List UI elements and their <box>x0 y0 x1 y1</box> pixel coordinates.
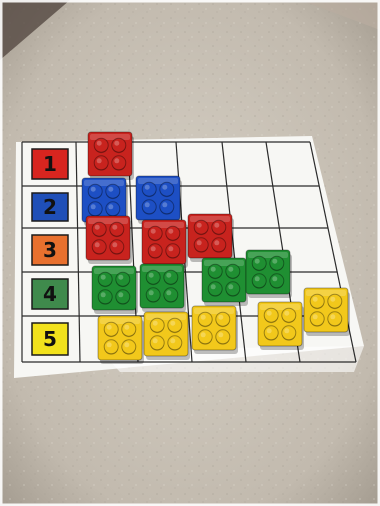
lego-brick-green <box>202 258 248 306</box>
lego-brick-green <box>92 266 138 314</box>
row-label-5 <box>32 323 68 355</box>
row-number: 5 <box>43 327 57 351</box>
lego-brick-yellow <box>304 288 350 336</box>
row-label-2 <box>32 193 68 221</box>
lego-brick-red <box>86 216 132 264</box>
lego-brick-yellow <box>98 316 144 364</box>
lego-brick-red <box>88 132 134 180</box>
lego-brick-yellow <box>192 306 238 354</box>
row-number: 3 <box>43 238 57 262</box>
lego-brick-blue <box>136 176 182 224</box>
lego-brick-yellow <box>144 312 190 360</box>
row-label-3 <box>32 235 68 265</box>
row-number: 4 <box>43 282 57 306</box>
row-number: 2 <box>43 195 57 219</box>
row-number: 1 <box>43 152 57 176</box>
row-label-1 <box>32 149 68 179</box>
lego-brick-yellow <box>258 302 304 350</box>
row-label-4 <box>32 279 68 309</box>
lego-brick-green <box>140 264 186 312</box>
lego-brick-green <box>246 250 292 298</box>
lego-brick-red <box>142 220 188 268</box>
lego-brick-red <box>188 214 234 262</box>
